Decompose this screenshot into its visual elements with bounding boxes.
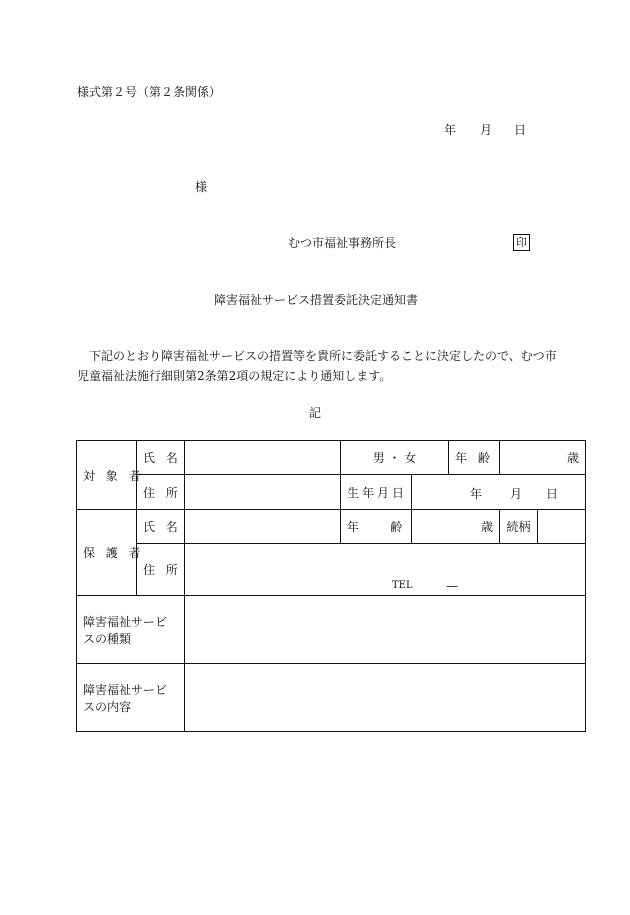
guardian-address-label: 住所 xyxy=(137,544,185,596)
subject-age-unit: 歳 xyxy=(500,441,586,475)
service-type-value[interactable] xyxy=(185,596,586,664)
service-content-label: 障害福祉サービスの内容 xyxy=(77,664,185,732)
issuer: むつ市福祉事務所長 xyxy=(288,236,397,250)
subject-name-label: 氏名 xyxy=(137,441,185,475)
guardian-name-label: 氏名 xyxy=(137,510,185,544)
subject-address-row xyxy=(77,475,586,510)
guardian-name-value[interactable] xyxy=(185,510,341,544)
subject-address-label: 住所 xyxy=(137,475,185,510)
date-day: 日 xyxy=(514,123,527,137)
guardian-age-label: 年齢 xyxy=(341,510,412,544)
relation-value[interactable] xyxy=(538,510,586,544)
guardian-address-row xyxy=(77,544,586,596)
bd-year: 年 xyxy=(470,487,483,501)
service-type-row xyxy=(77,596,586,664)
body-line-1: 下記のとおり障害福祉サービスの措置等を貴所に委託することに決定したので、むつ市 xyxy=(89,349,557,363)
bd-day: 日 xyxy=(546,487,559,501)
tel-label: TEL xyxy=(392,579,413,591)
birthdate-label: 生年月日 xyxy=(341,475,412,510)
subject-address-value[interactable] xyxy=(185,475,341,510)
ki-heading: 記 xyxy=(309,406,322,420)
sex-options[interactable]: 男 ・ 女 xyxy=(341,441,449,475)
birthdate-value[interactable] xyxy=(412,475,586,510)
guardian-name-row xyxy=(77,510,586,544)
date-year: 年 xyxy=(444,123,457,137)
recipient-suffix: 様 xyxy=(195,180,208,194)
body-paragraph xyxy=(77,346,563,386)
guardian-age-unit: 歳 xyxy=(412,510,500,544)
guardian-address-value[interactable] xyxy=(185,544,586,596)
subject-label: 対象者 xyxy=(77,441,137,510)
body-line-2: 児童福祉法施行細則第2条第2項の規定により通知します。 xyxy=(77,369,392,383)
guardian-label: 保護者 xyxy=(77,510,137,596)
subject-name-value[interactable] xyxy=(185,441,341,475)
document-title: 障害福祉サービス措置委託決定通知書 xyxy=(214,293,419,307)
subject-name-row xyxy=(77,441,586,475)
form-number: 様式第２号（第２条関係） xyxy=(77,85,222,99)
notice-table xyxy=(76,440,586,732)
service-type-label: 障害福祉サービスの種類 xyxy=(77,596,185,664)
subject-age-label: 年齢 xyxy=(449,441,500,475)
date-month: 月 xyxy=(480,123,493,137)
service-content-value[interactable] xyxy=(185,664,586,732)
seal-stamp: 印 xyxy=(513,234,530,251)
bd-month: 月 xyxy=(510,487,523,501)
tel-dash: — xyxy=(446,578,458,593)
service-content-row xyxy=(77,664,586,732)
relation-label: 続柄 xyxy=(500,510,538,544)
